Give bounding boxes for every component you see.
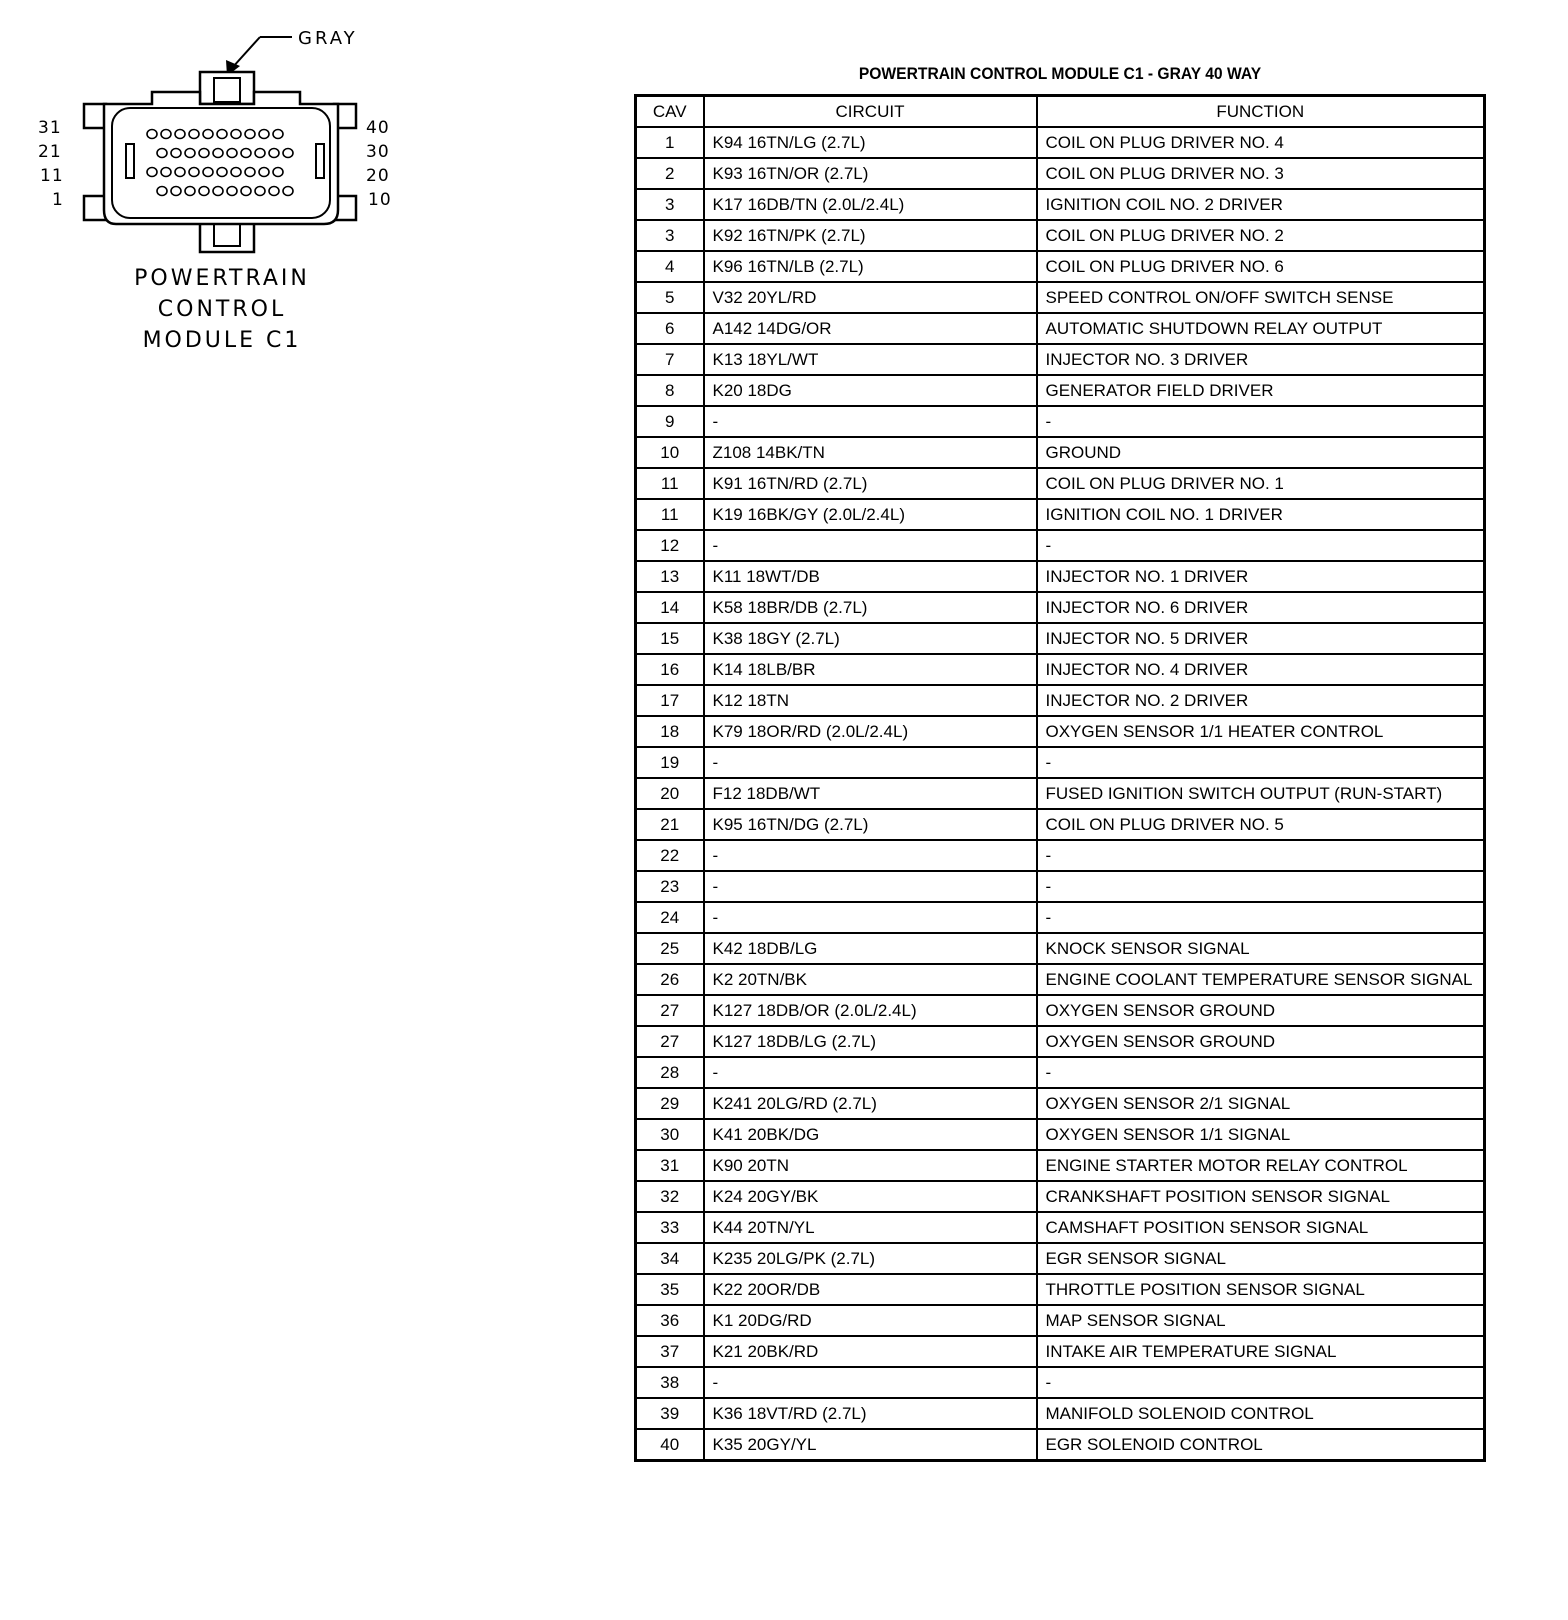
cav-cell: 7 [636,344,704,375]
diagram-caption-line-3: MODULE C1 [142,328,302,353]
function-cell: CAMSHAFT POSITION SENSOR SIGNAL [1037,1212,1485,1243]
function-cell: - [1037,530,1485,561]
function-cell: GENERATOR FIELD DRIVER [1037,375,1485,406]
function-cell: COIL ON PLUG DRIVER NO. 5 [1037,809,1485,840]
cav-cell: 24 [636,902,704,933]
table-header-row [636,96,1485,128]
function-cell: SPEED CONTROL ON/OFF SWITCH SENSE [1037,282,1485,313]
function-cell: OXYGEN SENSOR GROUND [1037,1026,1485,1057]
circuit-cell: K93 16TN/OR (2.7L) [704,158,1037,189]
circuit-cell: K127 18DB/LG (2.7L) [704,1026,1037,1057]
table-row [636,313,1485,344]
cav-cell: 32 [636,1181,704,1212]
function-cell: COIL ON PLUG DRIVER NO. 2 [1037,220,1485,251]
circuit-cell: K38 18GY (2.7L) [704,623,1037,654]
table-row [636,964,1485,995]
circuit-cell: K1 20DG/RD [704,1305,1037,1336]
table-row [636,561,1485,592]
cav-cell: 11 [636,468,704,499]
cav-cell: 34 [636,1243,704,1274]
circuit-cell: K41 20BK/DG [704,1119,1037,1150]
connector-diagram [0,0,520,380]
function-cell: THROTTLE POSITION SENSOR SIGNAL [1037,1274,1485,1305]
pin-label-31: 31 [38,118,62,138]
function-cell: INTAKE AIR TEMPERATURE SIGNAL [1037,1336,1485,1367]
table-row [636,375,1485,406]
table-row [636,747,1485,778]
table-row [636,654,1485,685]
circuit-cell: K90 20TN [704,1150,1037,1181]
pin-label-10: 10 [368,190,392,210]
circuit-cell: K91 16TN/RD (2.7L) [704,468,1037,499]
function-cell: EGR SOLENOID CONTROL [1037,1429,1485,1461]
circuit-cell: K94 16TN/LG (2.7L) [704,127,1037,158]
cav-cell: 18 [636,716,704,747]
table-row [636,716,1485,747]
function-cell: GROUND [1037,437,1485,468]
circuit-cell: - [704,902,1037,933]
cav-cell: 8 [636,375,704,406]
cav-cell: 11 [636,499,704,530]
function-cell: - [1037,747,1485,778]
pin-label-20: 20 [366,166,390,186]
circuit-cell: K36 18VT/RD (2.7L) [704,1398,1037,1429]
table-row [636,1026,1485,1057]
function-cell: OXYGEN SENSOR 1/1 SIGNAL [1037,1119,1485,1150]
table-row [636,499,1485,530]
circuit-cell: K95 16TN/DG (2.7L) [704,809,1037,840]
circuit-cell: K22 20OR/DB [704,1274,1037,1305]
table-row [636,1088,1485,1119]
table-title: POWERTRAIN CONTROL MODULE C1 - GRAY 40 WAY [858,64,1262,83]
circuit-cell: K44 20TN/YL [704,1212,1037,1243]
circuit-cell: K79 18OR/RD (2.0L/2.4L) [704,716,1037,747]
circuit-cell: V32 20YL/RD [704,282,1037,313]
cav-cell: 36 [636,1305,704,1336]
circuit-cell: K35 20GY/YL [704,1429,1037,1461]
header-circuit: CIRCUIT [704,96,1037,128]
function-cell: - [1037,1057,1485,1088]
circuit-cell: K19 16BK/GY (2.0L/2.4L) [704,499,1037,530]
cav-cell: 5 [636,282,704,313]
pin-label-30: 30 [366,142,390,162]
function-cell: ENGINE COOLANT TEMPERATURE SENSOR SIGNAL [1037,964,1485,995]
table-row [636,809,1485,840]
table-row [636,1243,1485,1274]
function-cell: INJECTOR NO. 1 DRIVER [1037,561,1485,592]
cav-cell: 2 [636,158,704,189]
cav-cell: 27 [636,1026,704,1057]
circuit-cell: K13 18YL/WT [704,344,1037,375]
cav-cell: 19 [636,747,704,778]
wire-color-label: GRAY [298,28,358,49]
circuit-cell: K21 20BK/RD [704,1336,1037,1367]
circuit-cell: K92 16TN/PK (2.7L) [704,220,1037,251]
cav-cell: 15 [636,623,704,654]
table-row [636,1367,1485,1398]
function-cell: ENGINE STARTER MOTOR RELAY CONTROL [1037,1150,1485,1181]
table-row [636,1212,1485,1243]
circuit-cell: - [704,1367,1037,1398]
circuit-cell: - [704,840,1037,871]
table-row [636,220,1485,251]
table-row [636,127,1485,158]
cav-cell: 27 [636,995,704,1026]
cav-cell: 9 [636,406,704,437]
cav-cell: 23 [636,871,704,902]
cav-cell: 39 [636,1398,704,1429]
function-cell: INJECTOR NO. 6 DRIVER [1037,592,1485,623]
cav-cell: 1 [636,127,704,158]
header-cav: CAV [636,96,704,128]
circuit-cell: - [704,747,1037,778]
cav-cell: 37 [636,1336,704,1367]
circuit-cell: K96 16TN/LB (2.7L) [704,251,1037,282]
cav-cell: 22 [636,840,704,871]
table-row [636,902,1485,933]
function-cell: COIL ON PLUG DRIVER NO. 3 [1037,158,1485,189]
function-cell: COIL ON PLUG DRIVER NO. 4 [1037,127,1485,158]
function-cell: INJECTOR NO. 5 DRIVER [1037,623,1485,654]
function-cell: CRANKSHAFT POSITION SENSOR SIGNAL [1037,1181,1485,1212]
table-row [636,623,1485,654]
cav-cell: 6 [636,313,704,344]
table-row [636,282,1485,313]
function-cell: OXYGEN SENSOR GROUND [1037,995,1485,1026]
cav-cell: 12 [636,530,704,561]
function-cell: - [1037,1367,1485,1398]
circuit-cell: K14 18LB/BR [704,654,1037,685]
function-cell: - [1037,840,1485,871]
cav-cell: 30 [636,1119,704,1150]
circuit-cell: K42 18DB/LG [704,933,1037,964]
cav-cell: 10 [636,437,704,468]
table-row [636,778,1485,809]
cav-cell: 3 [636,220,704,251]
function-cell: OXYGEN SENSOR 2/1 SIGNAL [1037,1088,1485,1119]
function-cell: - [1037,902,1485,933]
cav-cell: 35 [636,1274,704,1305]
circuit-cell: F12 18DB/WT [704,778,1037,809]
cav-cell: 28 [636,1057,704,1088]
cav-cell: 14 [636,592,704,623]
table-row [636,158,1485,189]
pinout-table [634,94,1486,1462]
table-row [636,685,1485,716]
cav-cell: 3 [636,189,704,220]
function-cell: MAP SENSOR SIGNAL [1037,1305,1485,1336]
circuit-cell: K17 16DB/TN (2.0L/2.4L) [704,189,1037,220]
cav-cell: 21 [636,809,704,840]
circuit-cell: Z108 14BK/TN [704,437,1037,468]
function-cell: INJECTOR NO. 4 DRIVER [1037,654,1485,685]
header-function: FUNCTION [1037,96,1485,128]
cav-cell: 26 [636,964,704,995]
function-cell: COIL ON PLUG DRIVER NO. 6 [1037,251,1485,282]
table-row [636,1150,1485,1181]
pin-label-1: 1 [52,190,64,210]
table-row [636,1274,1485,1305]
table-row [636,871,1485,902]
cav-cell: 40 [636,1429,704,1461]
circuit-cell: K235 20LG/PK (2.7L) [704,1243,1037,1274]
function-cell: IGNITION COIL NO. 1 DRIVER [1037,499,1485,530]
table-row [636,1119,1485,1150]
circuit-cell: K12 18TN [704,685,1037,716]
cav-cell: 16 [636,654,704,685]
cav-cell: 13 [636,561,704,592]
cav-cell: 38 [636,1367,704,1398]
function-cell: - [1037,406,1485,437]
table-row [636,1336,1485,1367]
circuit-cell: K58 18BR/DB (2.7L) [704,592,1037,623]
circuit-cell: K241 20LG/RD (2.7L) [704,1088,1037,1119]
circuit-cell: K11 18WT/DB [704,561,1037,592]
table-row [636,468,1485,499]
function-cell: MANIFOLD SOLENOID CONTROL [1037,1398,1485,1429]
pin-label-40: 40 [366,118,390,138]
cav-cell: 25 [636,933,704,964]
circuit-cell: - [704,530,1037,561]
circuit-cell: K2 20TN/BK [704,964,1037,995]
function-cell: EGR SENSOR SIGNAL [1037,1243,1485,1274]
table-row [636,251,1485,282]
table-row [636,437,1485,468]
cav-cell: 29 [636,1088,704,1119]
cav-cell: 4 [636,251,704,282]
function-cell: OXYGEN SENSOR 1/1 HEATER CONTROL [1037,716,1485,747]
table-row [636,592,1485,623]
table-row [636,344,1485,375]
table-row [636,1181,1485,1212]
function-cell: AUTOMATIC SHUTDOWN RELAY OUTPUT [1037,313,1485,344]
table-row [636,530,1485,561]
circuit-cell: K24 20GY/BK [704,1181,1037,1212]
circuit-cell: K127 18DB/OR (2.0L/2.4L) [704,995,1037,1026]
function-cell: COIL ON PLUG DRIVER NO. 1 [1037,468,1485,499]
circuit-cell: - [704,871,1037,902]
cav-cell: 20 [636,778,704,809]
function-cell: FUSED IGNITION SWITCH OUTPUT (RUN-START) [1037,778,1485,809]
circuit-cell: A142 14DG/OR [704,313,1037,344]
pin-label-21: 21 [38,142,62,162]
table-row [636,1429,1485,1461]
table-row [636,406,1485,437]
cav-cell: 33 [636,1212,704,1243]
table-row [636,933,1485,964]
function-cell: - [1037,871,1485,902]
circuit-cell: K20 18DG [704,375,1037,406]
function-cell: KNOCK SENSOR SIGNAL [1037,933,1485,964]
circuit-cell: - [704,406,1037,437]
function-cell: INJECTOR NO. 3 DRIVER [1037,344,1485,375]
function-cell: INJECTOR NO. 2 DRIVER [1037,685,1485,716]
cav-cell: 31 [636,1150,704,1181]
diagram-caption-line-1: POWERTRAIN [134,266,310,291]
pin-label-11: 11 [40,166,64,186]
table-row [636,189,1485,220]
table-row [636,1398,1485,1429]
table-row [636,1057,1485,1088]
table-row [636,840,1485,871]
table-body [636,127,1485,1461]
diagram-caption-line-2: CONTROL [157,297,287,322]
table-row [636,995,1485,1026]
function-cell: IGNITION COIL NO. 2 DRIVER [1037,189,1485,220]
circuit-cell: - [704,1057,1037,1088]
table-row [636,1305,1485,1336]
cav-cell: 17 [636,685,704,716]
